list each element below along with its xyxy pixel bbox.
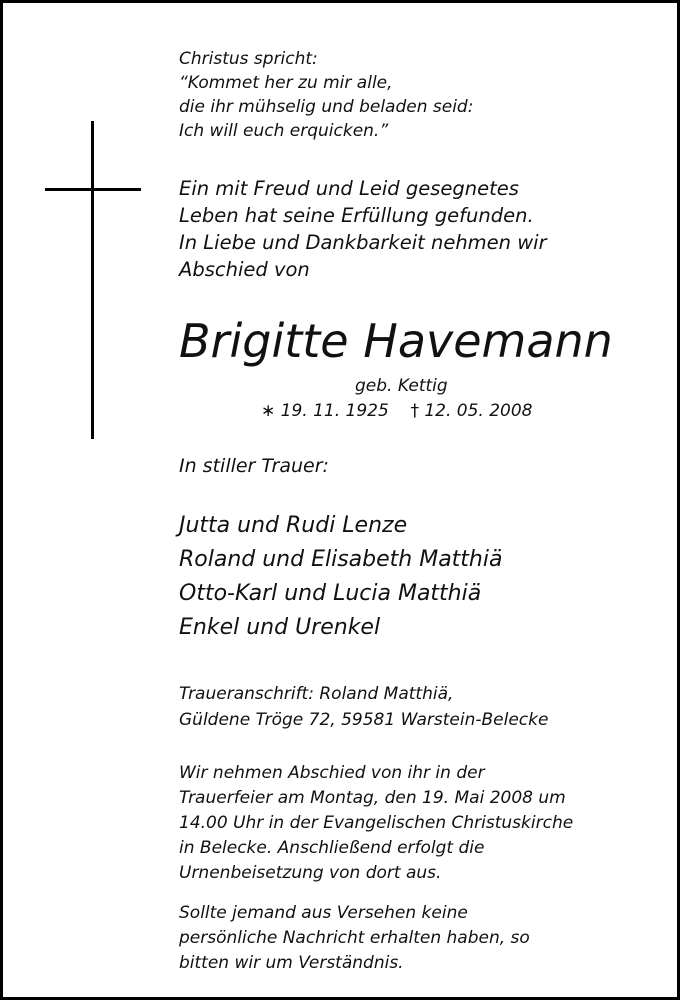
intro-line: Abschied von: [179, 258, 310, 281]
maiden-name: geb. Kettig: [355, 376, 448, 396]
ceremony-line: Trauerfeier am Montag, den 19. Mai 2008 um: [179, 788, 566, 808]
mourning-address: [179, 681, 548, 733]
closing-note: [179, 901, 530, 976]
mourning-heading: In stiller Trauer:: [179, 455, 329, 477]
deceased-name: Brigitte Havemann: [179, 314, 613, 368]
intro-line: In Liebe und Dankbarkeit nehmen wir: [179, 231, 547, 254]
birth-date: 19. 11. 1925: [280, 401, 389, 421]
ceremony-line: 14.00 Uhr in der Evangelischen Christuskirche: [179, 813, 574, 833]
cross-icon: [91, 121, 94, 439]
family-member: Jutta und Rudi Lenze: [179, 513, 408, 538]
intro-text: [179, 175, 547, 283]
address-line: Traueranschrift: Roland Matthiä,: [179, 684, 454, 704]
family-member: Enkel und Urenkel: [179, 615, 381, 640]
ceremony-line: Urnenbeisetzung von dort aus.: [179, 863, 442, 883]
note-line: Sollte jemand aus Versehen keine: [179, 903, 468, 923]
ceremony-line: Wir nehmen Abschied von ihr in der: [179, 763, 485, 783]
intro-line: Leben hat seine Erfüllung gefunden.: [179, 204, 534, 227]
family-member: Roland und Elisabeth Matthiä: [179, 547, 503, 572]
ceremony-info: [179, 761, 573, 886]
note-line: persönliche Nachricht erhalten haben, so: [179, 928, 530, 948]
family-list: [179, 509, 502, 645]
ceremony-line: in Belecke. Anschließend erfolgt die: [179, 838, 485, 858]
birth-star-icon: ∗: [261, 401, 276, 421]
quote-line: Christus spricht:: [179, 49, 318, 69]
quote-line: Ich will euch erquicken.”: [179, 121, 389, 141]
quote-line: die ihr mühselig und beladen seid:: [179, 97, 474, 117]
bible-quote: [179, 47, 473, 143]
note-line: bitten wir um Verständnis.: [179, 953, 404, 973]
quote-line: “Kommet her zu mir alle,: [179, 73, 393, 93]
family-member: Otto-Karl und Lucia Matthiä: [179, 581, 482, 606]
death-date: 12. 05. 2008: [424, 401, 533, 421]
intro-line: Ein mit Freud und Leid gesegnetes: [179, 177, 519, 200]
address-line: Güldene Tröge 72, 59581 Warstein-Belecke: [179, 710, 549, 730]
life-dates: [261, 399, 533, 423]
cross-icon-bar: [45, 188, 141, 191]
death-cross-icon: †: [410, 401, 419, 421]
